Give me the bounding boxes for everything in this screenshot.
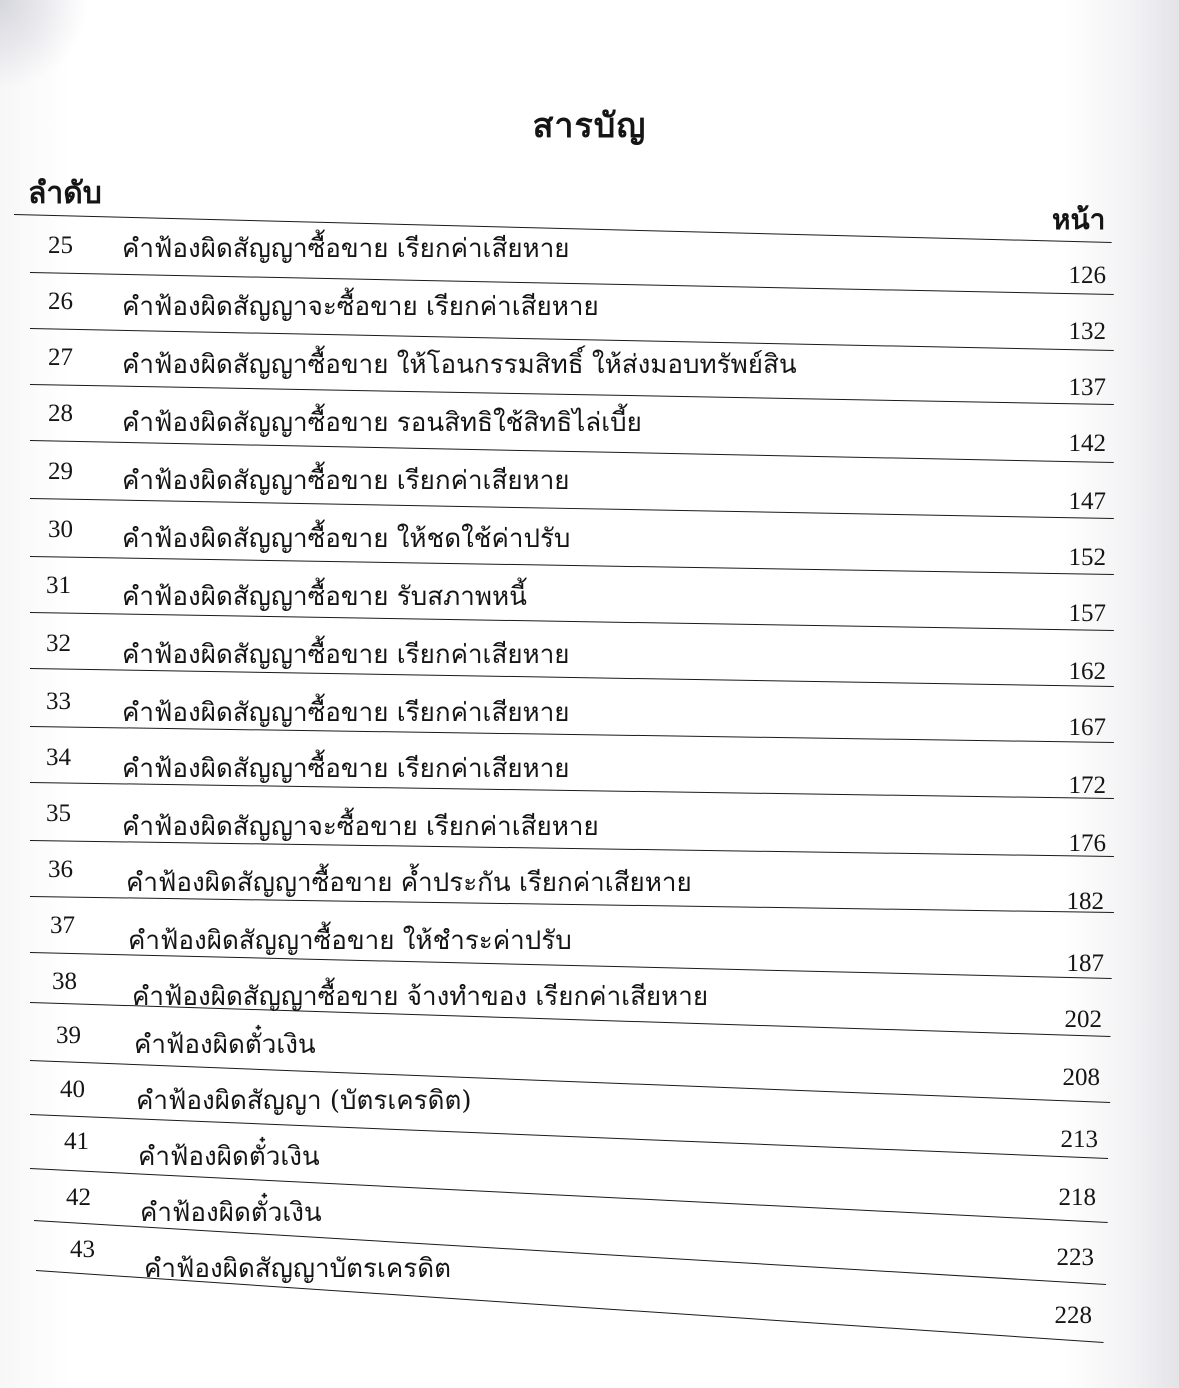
entry-page-number: 167 <box>1068 714 1106 741</box>
entry-page-number: 172 <box>1068 772 1106 799</box>
entry-number: 40 <box>60 1076 85 1103</box>
entry-number: 30 <box>48 516 73 543</box>
entry-number: 41 <box>64 1128 89 1155</box>
entry-number: 42 <box>66 1184 91 1211</box>
entry-title: คำฟ้องผิดสัญญาจะซื้อขาย เรียกค่าเสียหาย <box>122 812 599 842</box>
entry-page-number: 187 <box>1066 950 1104 977</box>
entry-title: คำฟ้องผิดสัญญาซื้อขาย เรียกค่าเสียหาย <box>122 234 570 264</box>
entry-page-number: 208 <box>1062 1064 1100 1091</box>
entry-number: 28 <box>48 400 73 427</box>
entry-number: 43 <box>70 1236 95 1263</box>
entry-number: 39 <box>56 1022 81 1049</box>
entry-title: คำฟ้องผิดสัญญาจะซื้อขาย เรียกค่าเสียหาย <box>122 292 599 322</box>
entry-title: คำฟ้องผิดสัญญาซื้อขาย จ้างทำของ เรียกค่าเสียหาย <box>132 982 709 1012</box>
entry-page-number: 228 <box>1054 1302 1092 1329</box>
entry-page-number: 162 <box>1068 658 1106 685</box>
page-corner-shadow <box>0 0 90 90</box>
entry-page-number: 223 <box>1056 1244 1094 1271</box>
entry-title: คำฟ้องผิดสัญญาซื้อขาย ให้โอนกรรมสิทธิ์ ให้ส่งมอบทรัพย์สิน <box>122 350 797 380</box>
entry-number: 31 <box>46 572 71 599</box>
entry-page-number: 126 <box>1068 262 1106 289</box>
page-column-header: หน้า <box>1052 203 1106 236</box>
entry-page-number: 142 <box>1068 430 1106 457</box>
entry-title: คำฟ้องผิดตั๋วเงิน <box>140 1198 322 1228</box>
entry-title: คำฟ้องผิดสัญญาซื้อขาย รอนสิทธิใช้สิทธิไล่เบี้ย <box>122 408 642 438</box>
entry-number: 34 <box>46 744 71 771</box>
entry-page-number: 137 <box>1068 374 1106 401</box>
entry-number: 26 <box>48 288 73 315</box>
entry-title: คำฟ้องผิดสัญญาซื้อขาย ค้ำประกัน เรียกค่าเสียหาย <box>126 868 692 898</box>
entry-page-number: 152 <box>1068 544 1106 571</box>
entry-title: คำฟ้องผิดตั๋วเงิน <box>138 1142 320 1172</box>
entry-number: 33 <box>46 688 71 715</box>
entry-title: คำฟ้องผิดสัญญาซื้อขาย เรียกค่าเสียหาย <box>122 698 570 728</box>
page-title: สารบัญ <box>532 106 647 146</box>
entry-title: คำฟ้องผิดสัญญาซื้อขาย เรียกค่าเสียหาย <box>122 754 570 784</box>
entry-page-number: 176 <box>1068 830 1106 857</box>
entry-number: 29 <box>48 458 73 485</box>
entry-title: คำฟ้องผิดสัญญาซื้อขาย เรียกค่าเสียหาย <box>122 640 570 670</box>
entry-title: คำฟ้องผิดสัญญาซื้อขาย เรียกค่าเสียหาย <box>122 466 570 496</box>
entry-number: 32 <box>46 630 71 657</box>
entry-title: คำฟ้องผิดสัญญาซื้อขาย ให้ชำระค่าปรับ <box>128 926 572 956</box>
entry-page-number: 147 <box>1068 488 1106 515</box>
entry-title: คำฟ้องผิดสัญญาซื้อขาย รับสภาพหนี้ <box>122 582 527 612</box>
entry-page-number: 182 <box>1066 888 1104 915</box>
entry-page-number: 157 <box>1068 600 1106 627</box>
entry-number: 37 <box>50 912 75 939</box>
entry-page-number: 202 <box>1064 1006 1102 1033</box>
entry-title: คำฟ้องผิดตั๋วเงิน <box>134 1030 316 1060</box>
entry-number: 27 <box>48 344 73 371</box>
entry-page-number: 132 <box>1068 318 1106 345</box>
entry-number: 38 <box>52 968 77 995</box>
entry-page-number: 213 <box>1060 1126 1098 1153</box>
entry-number: 25 <box>48 232 73 259</box>
entry-title: คำฟ้องผิดสัญญาซื้อขาย ให้ชดใช้ค่าปรับ <box>122 524 571 554</box>
entry-title: คำฟ้องผิดสัญญาบัตรเครดิต <box>144 1254 451 1284</box>
entry-number: 35 <box>46 800 71 827</box>
entry-page-number: 218 <box>1058 1184 1096 1211</box>
entry-number: 36 <box>48 856 73 883</box>
separator-line <box>30 498 1114 519</box>
order-column-header: ลำดับ <box>28 176 102 211</box>
entry-title: คำฟ้องผิดสัญญา (บัตรเครดิต) <box>136 1086 472 1116</box>
